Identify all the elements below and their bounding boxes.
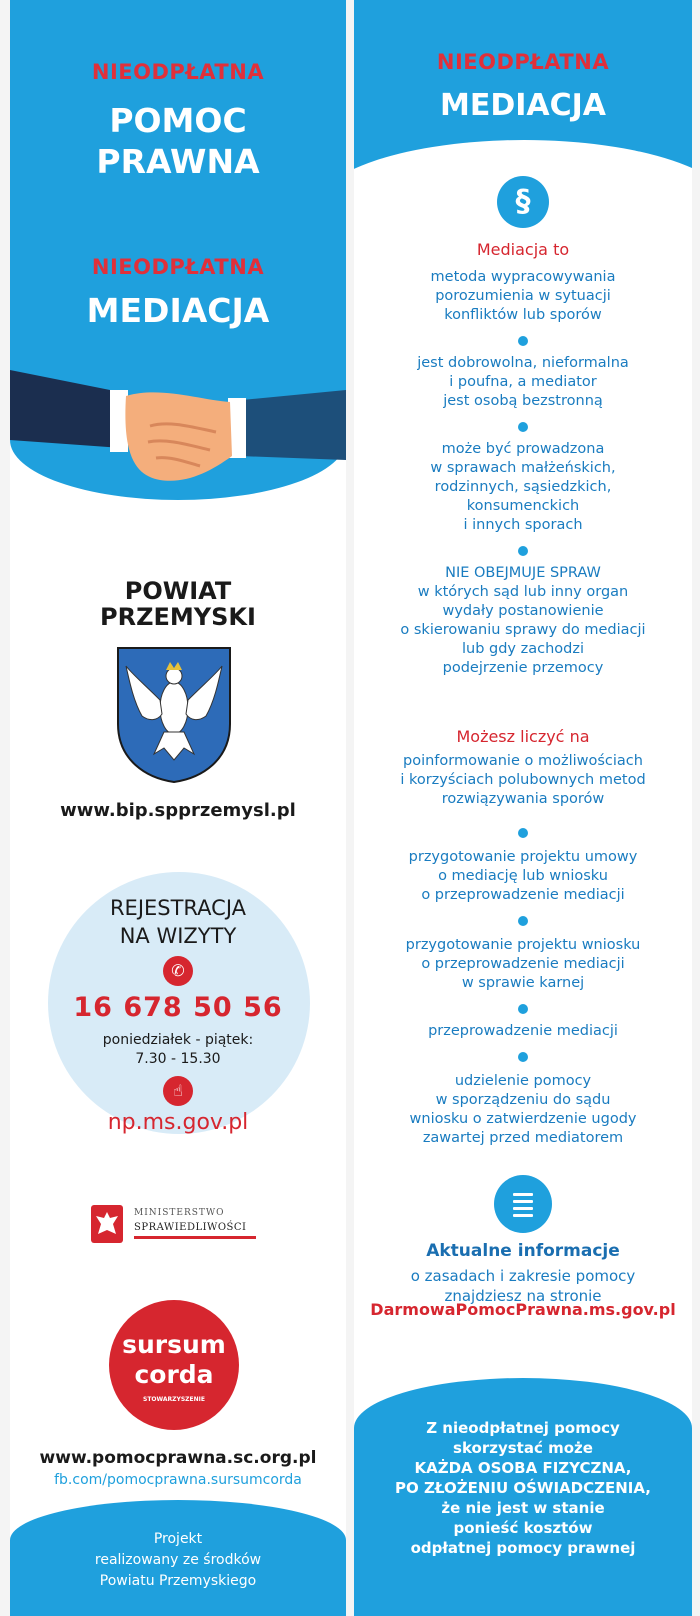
section2-item	[354, 1072, 692, 1148]
item-line: w sprawach małżeńskich,	[430, 460, 616, 476]
heading-2-white: MEDIACJA	[86, 291, 270, 330]
item-line: w których sąd lub inny organ	[417, 584, 629, 600]
powiat-line2: PRZEMYSKI	[100, 603, 256, 631]
eligibility-line: odpłatnej pomocy prawnej	[410, 1539, 636, 1557]
item-line: o mediację lub wniosku	[438, 868, 608, 884]
item-line: o przeprowadzenie mediacji	[421, 956, 625, 972]
eligibility-line: PO ZŁOŻENIU OŚWIADCZENIA,	[395, 1479, 651, 1497]
section2-title: Możesz liczyć na	[456, 727, 590, 746]
registration-line1: REJESTRACJA	[109, 896, 247, 920]
item-line: zawartej przed mediatorem	[422, 1130, 624, 1146]
eligibility-line: skorzystać może	[453, 1439, 593, 1457]
item-line: rozwiązywania sporów	[441, 791, 605, 807]
corda-text: corda	[134, 1360, 214, 1389]
powiat-coat-of-arms	[114, 644, 234, 784]
bullet-dot	[518, 546, 528, 556]
eligibility-line: Z nieodpłatnej pomocy	[426, 1419, 620, 1437]
document-icon-line	[513, 1200, 533, 1203]
item-line: konsumenckich	[466, 498, 580, 514]
document-icon-line	[513, 1214, 533, 1217]
office-time: 7.30 - 15.30	[135, 1051, 221, 1067]
right-bookmark	[354, 0, 692, 1616]
section2-item	[354, 1022, 692, 1041]
section2-item	[354, 848, 692, 905]
ministry-logo	[90, 1204, 270, 1250]
sursum-text: sursum	[122, 1330, 226, 1359]
section1-title: Mediacja to	[476, 240, 570, 259]
item-line: przygotowanie projektu umowy	[408, 849, 638, 865]
heading-1-line2: PRAWNA	[96, 142, 260, 181]
ministry-underline	[134, 1236, 256, 1239]
item-line: wydały postanowienie	[442, 603, 604, 619]
section2-item	[354, 752, 692, 809]
item-line: lub gdy zachodzi	[461, 641, 584, 657]
item-line: NIE OBEJMUJE SPRAW	[445, 565, 601, 581]
bullet-dot	[518, 1052, 528, 1062]
info-line: znajdziesz na stronie	[444, 1287, 602, 1305]
item-line: jest osobą bezstronną	[443, 393, 603, 409]
office-days: poniedziałek - piątek:	[102, 1032, 254, 1048]
section1-item	[354, 440, 692, 535]
heading-red: NIEODPŁATNA	[436, 50, 610, 74]
bullet-dot	[518, 916, 528, 926]
polish-eagle-icon	[90, 1204, 124, 1244]
item-line: i poufna, a mediator	[449, 374, 597, 390]
project-note	[10, 1529, 346, 1592]
section1-item	[354, 354, 692, 411]
registration-title	[10, 894, 346, 950]
item-line: poinformowanie o możliwościach	[403, 753, 643, 769]
office-hours	[10, 1031, 346, 1069]
eligibility-line: ponieść kosztów	[453, 1519, 593, 1537]
ministry-line2: SPRAWIEDLIWOŚCI	[134, 1222, 247, 1233]
section1-item	[354, 564, 692, 678]
heading-white: MEDIACJA	[439, 88, 607, 123]
item-line: w sporządzeniu do sądu	[435, 1092, 611, 1108]
bip-url[interactable]: www.bip.spprzemysl.pl	[60, 800, 296, 821]
eligibility-line: że nie jest w stanie	[441, 1499, 605, 1517]
phone-number[interactable]: 16 678 50 56	[73, 992, 283, 1023]
ministry-line1: MINISTERSTWO	[134, 1208, 225, 1218]
item-line: podejrzenie przemocy	[442, 660, 604, 676]
item-line: rodzinnych, sąsiedzkich,	[434, 479, 612, 495]
item-line: metoda wypracowywania	[430, 269, 616, 285]
heading-1-red: NIEODPŁATNA	[91, 60, 265, 84]
left-bookmark	[10, 0, 346, 1616]
item-line: wniosku o zatwierdzenie ugody	[409, 1111, 637, 1127]
phone-icon: ✆	[163, 956, 193, 986]
sursum-corda-logo	[109, 1300, 239, 1430]
info-line: o zasadach i zakresie pomocy	[410, 1267, 636, 1285]
registration-line2: NA WIZYTY	[119, 924, 237, 948]
bullet-dot	[518, 336, 528, 346]
eligibility-line: KAŻDA OSOBA FIZYCZNA,	[414, 1459, 632, 1477]
item-line: o skierowaniu sprawy do mediacji	[400, 622, 646, 638]
item-line: i korzyściach polubownych metod	[400, 772, 646, 788]
item-line: i innych sporach	[463, 517, 583, 533]
project-line: Powiatu Przemyskiego	[99, 1573, 257, 1589]
bullet-dot	[518, 828, 528, 838]
item-line: jest dobrowolna, nieformalna	[417, 355, 629, 371]
click-icon: ☝	[163, 1076, 193, 1106]
project-line: Projekt	[153, 1531, 203, 1547]
item-line: może być prowadzona	[441, 441, 605, 457]
item-line: przeprowadzenie mediacji	[428, 1023, 618, 1039]
stowarzyszenie-text: STOWARZYSZENIE	[143, 1396, 205, 1403]
item-line: w sprawie karnej	[461, 975, 585, 991]
item-line: udzielenie pomocy	[454, 1073, 592, 1089]
item-line: porozumienia w sytuacji	[435, 288, 611, 304]
darmowa-pomoc-url[interactable]: DarmowaPomocPrawna.ms.gov.pl	[370, 1300, 676, 1319]
document-icon-line	[513, 1193, 533, 1196]
powiat-title	[10, 578, 346, 630]
info-title: Aktualne informacje	[426, 1241, 620, 1261]
project-line: realizowany ze środków	[94, 1552, 262, 1568]
item-line: przygotowanie projektu wniosku	[405, 937, 641, 953]
eligibility-note	[354, 1418, 692, 1558]
document-icon-line	[513, 1207, 533, 1210]
heading-2-red: NIEODPŁATNA	[91, 255, 265, 279]
section2-item	[354, 936, 692, 993]
item-line: o przeprowadzenie mediacji	[421, 887, 625, 903]
powiat-line1: POWIAT	[124, 577, 232, 605]
np-ms-url[interactable]: np.ms.gov.pl	[107, 1110, 249, 1135]
organisation-url[interactable]: www.pomocprawna.sc.org.pl	[39, 1448, 317, 1468]
heading-1-line1: POMOC	[109, 101, 247, 140]
handshake-illustration	[10, 360, 346, 500]
facebook-url[interactable]: fb.com/pomocprawna.sursumcorda	[54, 1472, 302, 1488]
paragraph-icon: §	[497, 176, 549, 228]
bullet-dot	[518, 422, 528, 432]
item-line: konfliktów lub sporów	[444, 307, 602, 323]
bullet-dot	[518, 1004, 528, 1014]
section1-item	[354, 268, 692, 325]
document-icon	[494, 1175, 552, 1233]
